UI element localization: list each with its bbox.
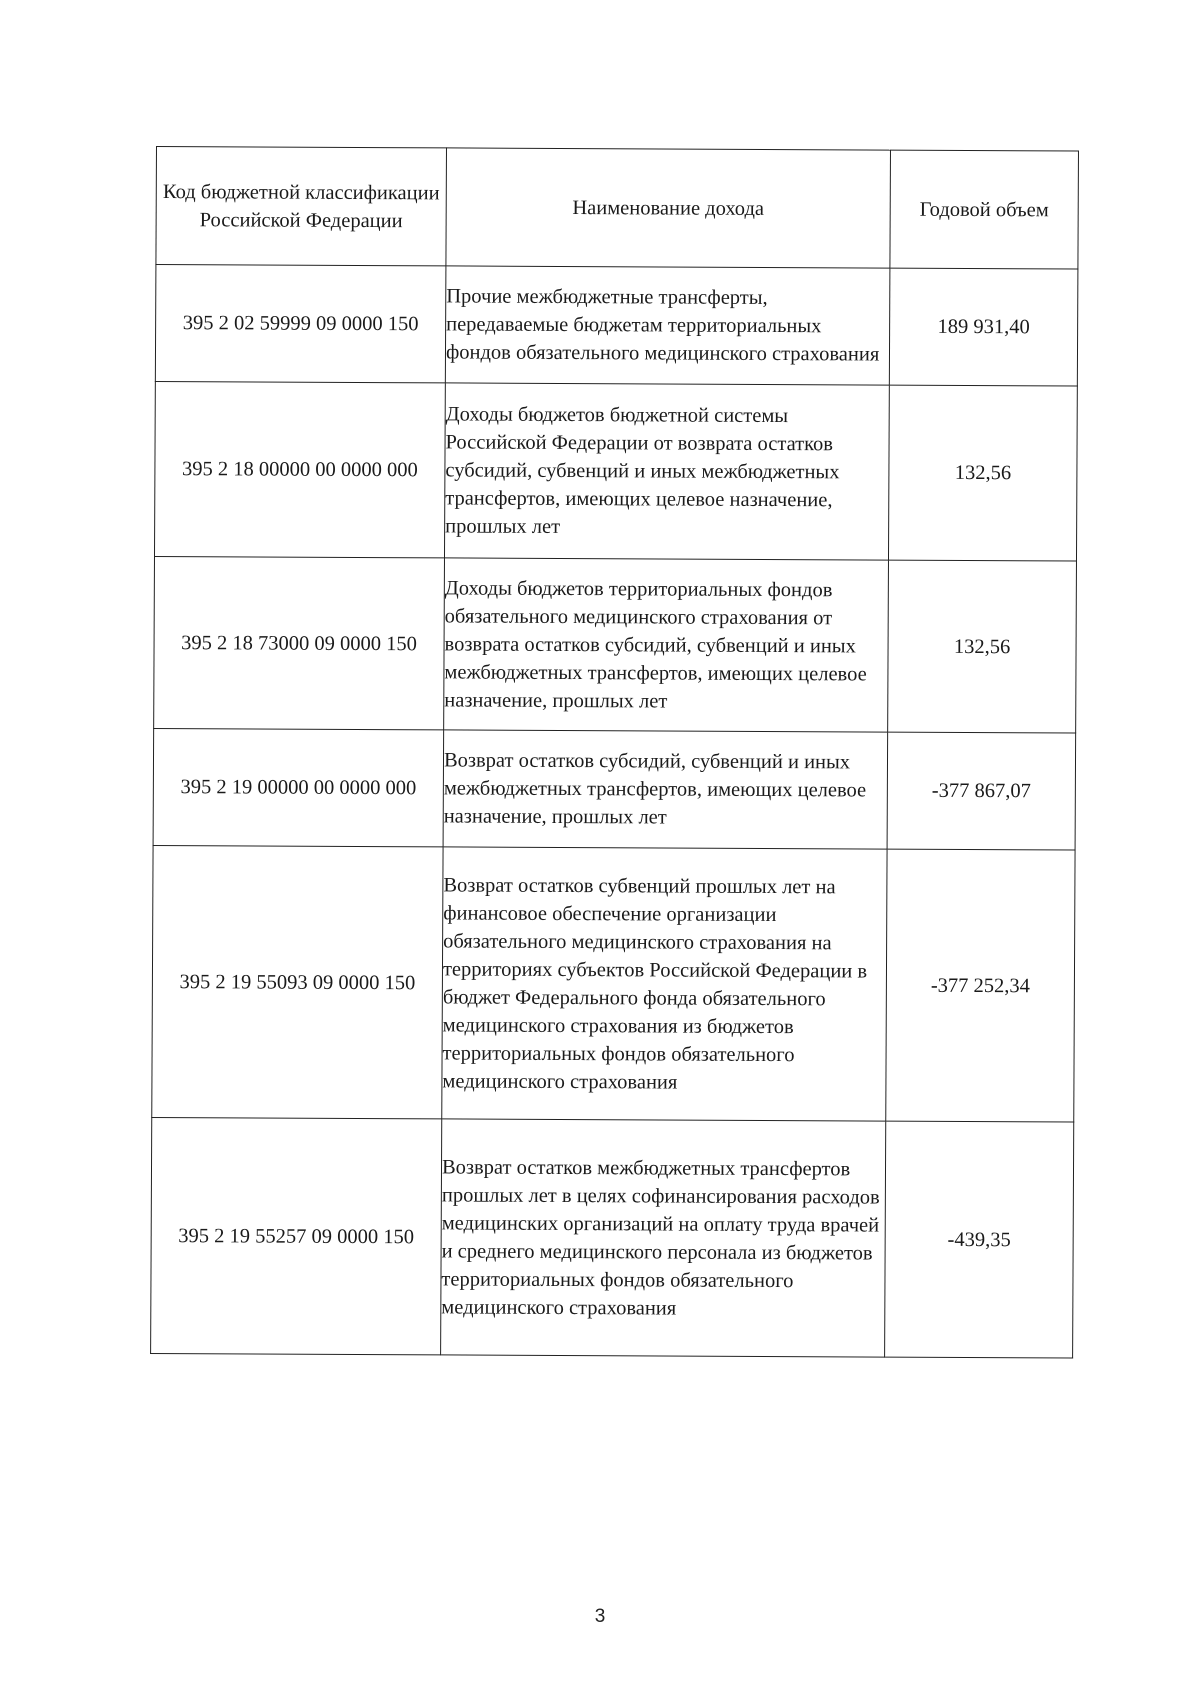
row-code: 395 2 18 73000 09 0000 150 [154, 556, 445, 729]
header-code: Код бюджетной классификации Российской Федерации [156, 147, 447, 266]
header-amount: Годовой объем [890, 150, 1079, 269]
row-name: Возврат остатков межбюджетных трансфертов прошлых лет в целях софинансирования расходов медицинских организаций на оплату труда врачей и среднего медицинского персонала из бюджетов территориальных фондов обязательного медицинского страхования [441, 1119, 886, 1357]
table-row [154, 381, 1077, 561]
row-amount: -377 252,34 [886, 849, 1075, 1122]
row-code: 395 2 02 59999 09 0000 150 [155, 265, 446, 383]
table-row [153, 728, 1076, 850]
row-amount: 132,56 [888, 560, 1077, 733]
revenue-table [150, 146, 1079, 1358]
table-row [155, 265, 1078, 387]
row-name: Возврат остатков субвенций прошлых лет на финансовое обеспечение организации обязательного медицинского страхования на территориях субъектов Российской Федерации в бюджет Федерального фонда обязательного медицинского страхования из бюджетов территориальных фондов обязательного медицинского страхования [442, 847, 887, 1121]
row-code: 395 2 19 55257 09 0000 150 [151, 1117, 442, 1354]
row-amount: -377 867,07 [887, 732, 1076, 850]
header-name: Наименование дохода [446, 148, 891, 268]
row-code: 395 2 18 00000 00 0000 000 [154, 381, 445, 557]
table-row [154, 556, 1077, 733]
row-name: Доходы бюджетов бюджетной системы Российской Федерации от возврата остатков субсидий, субвенций и иных межбюджетных трансфертов, имеющих целевое назначение, прошлых лет [444, 383, 889, 560]
table-row [152, 845, 1075, 1122]
row-amount: 132,56 [888, 385, 1077, 561]
row-amount: 189 931,40 [889, 268, 1078, 386]
row-name: Доходы бюджетов территориальных фондов обязательного медицинского страхования от возврата остатков субсидий, субвенций и иных межбюджетных трансфертов, имеющих целевое назначение, прошлых лет [444, 558, 889, 732]
page-number: 3 [594, 1606, 606, 1627]
row-code: 395 2 19 00000 00 0000 000 [153, 728, 444, 846]
row-name: Прочие межбюджетные трансферты, передаваемые бюджетам территориальных фондов обязательного медицинского страхования [445, 266, 890, 385]
row-amount: -439,35 [885, 1121, 1074, 1358]
row-code: 395 2 19 55093 09 0000 150 [152, 845, 443, 1118]
row-name: Возврат остатков субсидий, субвенций и иных межбюджетных трансфертов, имеющих целевое назначение, прошлых лет [443, 730, 888, 849]
table-row [151, 1117, 1074, 1358]
table-header-row [156, 147, 1079, 270]
